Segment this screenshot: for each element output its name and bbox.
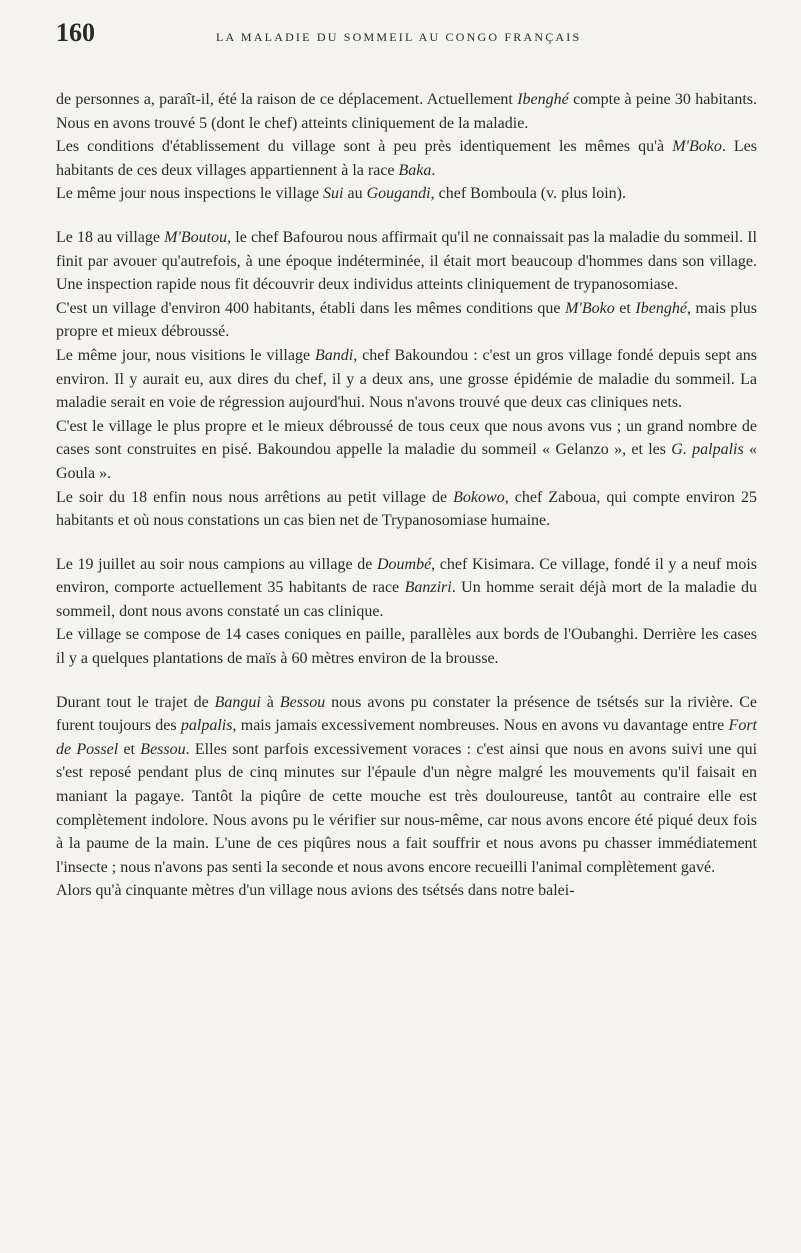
italic-term: Baka <box>398 161 432 179</box>
paragraph <box>56 226 757 297</box>
text-run: à <box>260 693 280 711</box>
paragraph <box>56 553 757 624</box>
text-run: Le même jour, nous visitions le village <box>56 346 315 364</box>
italic-term: Doumbé <box>376 555 432 573</box>
text-run: Le soir du 18 enfin nous nous arrêtions au petit village de <box>56 488 454 506</box>
page-number: 160 <box>56 18 95 47</box>
text-run: , le chef Bafourou nous affirmait qu'il ne connaissait pas la maladie du sommeil. Il finit par avouer qu'autrefois, à une époque indéterminée, il était mort beaucoup d'hommes dans son village. Une inspection rapide nous fit découvrir deux individus atteints cliniquement de trypanosomiase. <box>56 228 758 294</box>
italic-term: Ibenghé <box>517 91 569 108</box>
paragraph <box>56 486 757 533</box>
text-run: Le 19 juillet au soir nous campions au village de <box>56 555 377 573</box>
text-run: compte à peine 30 habitants. Nous en avons trouvé 5 (dont le chef) atteints cliniquement de la maladie. <box>56 91 758 132</box>
running-title: LA MALADIE DU SOMMEIL AU CONGO FRANÇAIS <box>216 30 582 44</box>
text-run: . <box>431 161 436 179</box>
paragraph <box>56 182 757 206</box>
italic-term: Bessou <box>140 740 186 758</box>
paragraph <box>56 879 757 903</box>
italic-term: G. palpalis <box>671 441 744 459</box>
text-run: « Goula ». <box>56 441 758 482</box>
text-run: . Elles sont parfois excessivement voraces : c'est ainsi que nous en avons suivi une qui s'est reposé pendant plus de cinq minutes sur l'épaule d'un nègre malgré les mouvements qu'il faisait en maniant la pagaye. Tantôt la piqûre de cette mouche est très douloureuse, tantôt au contraire elle est complètement indolore. Nous avons pu le vérifier sur nous-même, car nous avons encore été piqué deux fois à la paume de la main. L'une de ces piqûres nous a fait souffrir et nous avons pu chasser immédiatement l'insecte ; nous n'avons pas senti la seconde et nous avons encore recueilli l'animal complètement gavé. <box>56 740 758 876</box>
paragraph <box>56 88 757 135</box>
text-run: , mais jamais excessivement nombreuses. Nous en avons vu davantage entre <box>232 717 729 735</box>
italic-term: M'Boko <box>565 299 615 317</box>
paragraph <box>56 297 757 344</box>
italic-term: Bangui <box>214 693 261 711</box>
italic-term: Bokowo <box>453 488 505 506</box>
italic-term: palpalis <box>180 717 233 735</box>
italic-term: M'Boutou <box>164 228 228 246</box>
text-run: au <box>343 185 367 203</box>
text-run: , chef Zaboua, qui compte environ 25 habitants et où nous constations un cas bien net de Trypanosomiase humaine. <box>56 488 758 530</box>
italic-term: Bessou <box>279 693 326 711</box>
italic-term: Fort de Possel <box>56 717 757 758</box>
paragraph <box>56 344 757 415</box>
text-run: C'est un village d'environ 400 habitants, établi dans les mêmes conditions que <box>56 299 566 317</box>
text-run: , chef Kisimara. Ce village, fondé il y a neuf mois environ, comporte actuellement 35 habitants de race <box>56 555 757 597</box>
text-run: et <box>614 299 636 317</box>
text-run: . Les habitants de ces deux villages appartiennent à la race <box>56 138 757 179</box>
paragraph <box>56 415 757 486</box>
italic-term: M'Boko <box>672 138 722 156</box>
text-run: . Un homme serait déjà mort de la maladie du sommeil, dont nous avons constaté un cas clinique. <box>56 579 757 620</box>
text-run: Le même jour nous inspections le village <box>56 185 324 203</box>
text-run: , mais plus propre et mieux débroussé. <box>56 299 758 341</box>
text-run: , chef Bakoundou : c'est un gros village fondé depuis sept ans environ. Il y aurait eu, aux dires du chef, il y a deux ans, une grosse épidémie de maladie du sommeil. La maladie serait en voie de régression aujourd'hui. Nous n'avons trouvé que deux cas cliniques nets. <box>56 346 758 412</box>
paragraph <box>56 135 757 182</box>
text-run: de personnes a, paraît-il, été la raison de ce déplacement. Actuellement <box>56 91 518 108</box>
text-run: nous avons pu constater la présence de tsétsés sur la rivière. Ce furent toujours des <box>56 693 758 735</box>
text-run: Les conditions d'établissement du village sont à peu près identiquement les mêmes qu'à <box>56 138 673 156</box>
italic-term: Sui <box>323 185 344 203</box>
body-text <box>56 88 757 903</box>
paragraph <box>56 623 757 670</box>
text-run: et <box>118 740 141 758</box>
text-run: Durant tout le trajet de <box>56 693 215 711</box>
italic-term: Banziri <box>404 579 452 597</box>
italic-term: Bandi <box>314 346 354 364</box>
italic-term: Gougandi <box>366 185 431 203</box>
text-run: , chef Bomboula (v. plus loin). <box>430 185 626 203</box>
paragraph <box>56 691 757 880</box>
text-run: C'est le village le plus propre et le mieux débroussé de tous ceux que nous avons vus ; un grand nombre de cases sont construites en pisé. Bakoundou appelle la maladie du sommeil « Gelanzo », et les <box>56 417 757 459</box>
text-run: Le village se compose de 14 cases coniques en paille, parallèles aux bords de l'Oubanghi. Derrière les cases il y a quelques plantations de maïs à 60 mètres environ de la brousse. <box>56 626 757 668</box>
running-head <box>56 18 757 58</box>
text-run: Le 18 au village <box>56 228 165 246</box>
text-run: Alors qu'à cinquante mètres d'un village nous avions des tsétsés dans notre balei- <box>56 882 575 900</box>
italic-term: Ibenghé <box>635 299 687 317</box>
